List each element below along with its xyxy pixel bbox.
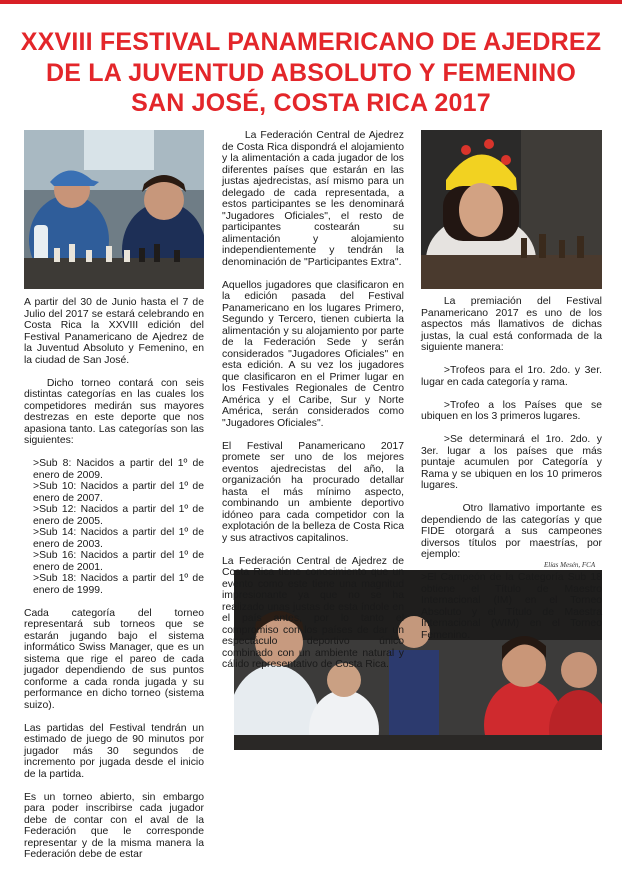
photo-credit: Elías Mesén, FCA [544,561,596,569]
list-item: >Trofeo a los Países que se ubiquen en los 3 primeros lugares. [421,399,602,422]
column-3 [421,296,602,653]
title-line-2: DE LA JUVENTUD ABSOLUTO Y FEMENINO [45,58,576,87]
paragraph: La Federación Central de Ajedrez de Costa Rica tiene conocimiento que un evento como este tiene una magnitud impresionante ya que no se ha realizado unas justas de esta índole en el país antes, por lo tanto el compromiso con los países de dar un espectáculo deportivo único combinado con un ambiente natural y cálido representativo de Costa Rica. [222,555,404,670]
paragraph: La premiación del Festival Panamericano 2017 es uno de los aspectos más llamativos de dichas justas, la cual está conformada de la siguiente manera: [421,296,602,353]
list-item: >Sub 18: Nacidos a partir del 1º de enero de 1999. [33,573,204,596]
paragraph: Aquellos jugadores que clasificaron en la edición pasada del Festival Panamericano en los lugares Primero, Segundo y Tercero, tienen cubierta la alimentación y su alojamiento por parte de la Federación Sede y serán considerados "Jugadores Oficiales" en esta edición. A su vez los jugadores que clasificaron en el Primer lugar en los Festivales Regionales de Centro América y el Caribe, Sur y Norte América, serán considerados como "Jugadores Oficiales". [222,279,404,429]
list-item: >Sub 12: Nacidos a partir del 1º de enero de 2005. [33,504,204,527]
title-line-1: XXVIII FESTIVAL PANAMERICANO DE AJEDREZ [20,28,602,56]
paragraph: Dicho torneo contará con seis distintas categorías en las cuales los competidores medirán sus mayores destrezas en este deporte que nos apasiona tanto. Las categorías son las siguientes: [24,377,204,446]
list-item: >Sub 16: Nacidos a partir del 1º de enero de 2001. [33,550,204,573]
article-title [0,27,622,119]
list-item: >Sub 8: Nacidos a partir del 1º de enero de 2009. [33,458,204,481]
paragraph: Las partidas del Festival tendrán un estimado de juego de 90 minutos por jugador más 30 segundos de incremento por jugada desde el inicio de la partida. [24,722,204,780]
list-item: >Sub 10: Nacidos a partir del 1º de enero de 2007. [33,481,204,504]
column-1 [24,297,204,872]
list-item: >Trofeos para el 1ro. 2do. y 3er. lugar en cada categoría y rama. [421,365,602,388]
paragraph: La Federación Central de Ajedrez de Costa Rica dispondrá el alojamiento y la alimentación a cada jugador de los diferentes países que estarán en las justas ajedrecistas, así mismo para un delegado de cada representada, a estos participantes se les denominará "Jugadores Oficiales", el resto de participantes costearán su alimentación y alojamiento independientemente y tendrán la denominación de "Participantes Extra". [222,130,404,268]
paragraph: Es un torneo abierto, sin embargo para poder inscribirse cada jugador debe de contar con el aval de la Federación que le corresponde representar y de la misma manera la Federación debe de estar [24,791,204,860]
title-line-3: SAN JOSÉ, COSTA RICA 2017 [131,89,491,117]
paragraph: >El Campeón de la Categoría Sub 18 obtiene el Título de Maestro Internacional (IM) en el Torneo Absoluto y el Título de Maestra Internacional (WIM) en el Torneo Femenino. [421,572,602,641]
prize-list [421,365,602,492]
list-item: >Sub 14: Nacidos a partir del 1º de enero de 2003. [33,527,204,550]
photo-young-players [24,130,204,289]
category-list [24,458,204,596]
list-item: >Se determinará el 1ro. 2do. y 3er. lugar a los países que más puntaje acumulen por Categoría y Rama y se ubiquen en los 10 primeros lugares. [421,434,602,491]
paragraph: A partir del 30 de Junio hasta el 7 de Julio del 2017 se estará celebrando en Costa Rica la XXVIII edición del Festival Panamericano de Ajedrez de la Juventud Absoluto y Femenino, en la ciudad de San José. [24,297,204,366]
column-2 [222,130,404,682]
top-accent-bar [0,0,622,4]
paragraph: El Festival Panamericano 2017 promete ser uno de los mejores eventos ajedrecistas del año, la organización ha procurado detallar hasta el más mínimo aspecto, combinando un ambiente deportivo idóneo para cada competidor con la explotación de la belleza de Costa Rica y sus atractivos capitalinos. [222,440,404,544]
photo-female-player [421,130,602,289]
paragraph: Cada categoría del torneo representará sub torneos que se estarán jugando bajo el sistema informático Swiss Manager, que es un sistema que rige el pareo de cada jugador dependiendo de sus puntos conforme a cada ronda jugada y su performance en dicho torneo (sistema suizo). [24,607,204,711]
paragraph: Otro llamativo importante es dependiendo de las categorías y que FIDE otorgará a sus campeones diversos títulos por maestrías, por ejemplo: [421,503,602,560]
